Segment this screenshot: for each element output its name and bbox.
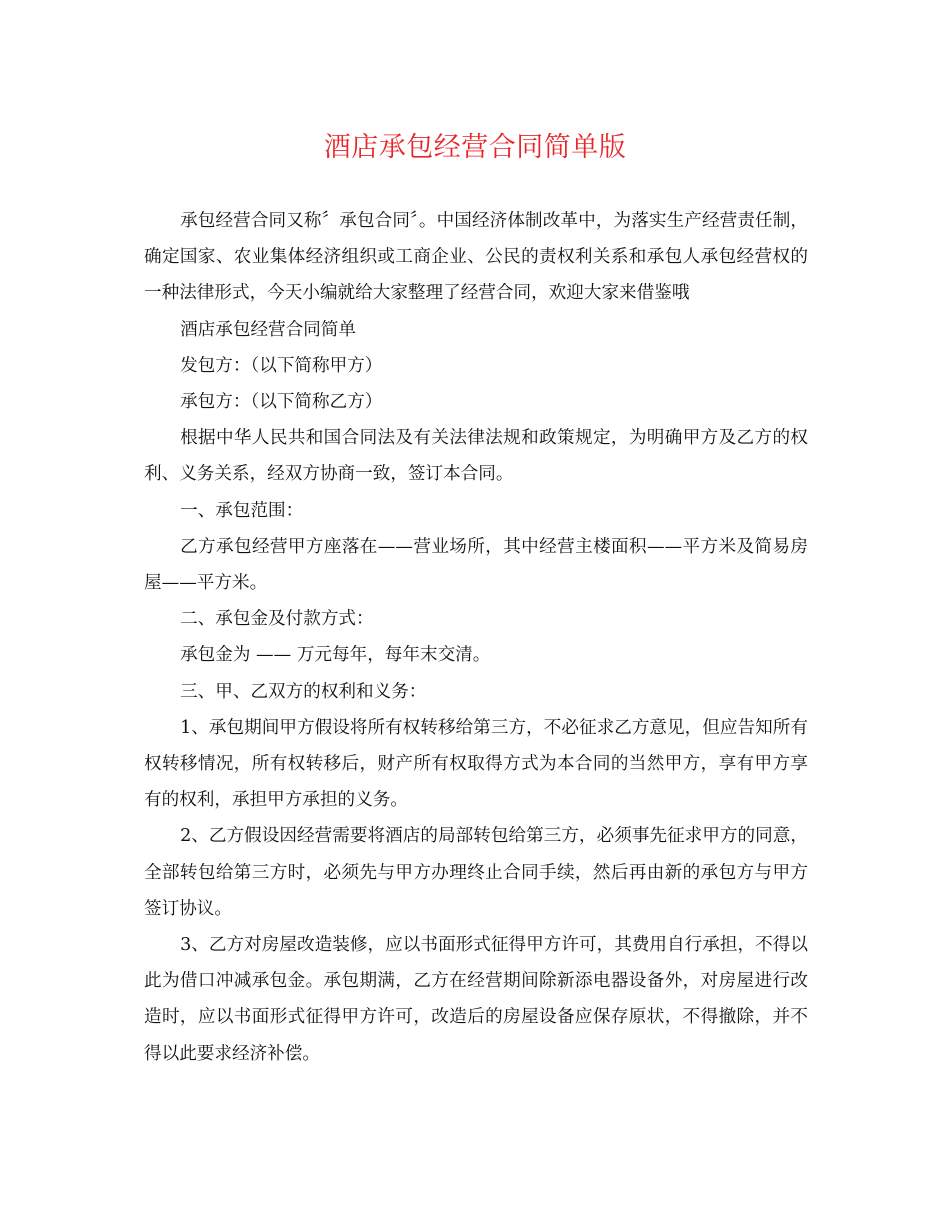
document-body bbox=[144, 203, 808, 1072]
payment-paragraph: 承包金为 —— 万元每年，每年末交清。 bbox=[180, 645, 491, 666]
contract-subtitle: 酒店承包经营合同简单 bbox=[180, 319, 357, 340]
section-heading-rights: 三、甲、乙双方的权利和义务： bbox=[180, 681, 427, 702]
party-a-line: 发包方：（以下简称甲方） bbox=[180, 355, 383, 376]
preamble-paragraph: 根据中华人民共和国合同法及有关法律法规和政策规定，为明确甲方及乙方的权利、义务关系，经双方协商一致，签订本合同。 bbox=[144, 428, 808, 485]
clause-1: 1、承包期间甲方假设将所有权转移给第三方，不必征求乙方意见，但应告知所有权转移情况，所有权转移后，财产所有权取得方式为本合同的当然甲方，享有甲方享有的权利，承担甲方承担的义务。 bbox=[144, 717, 808, 811]
intro-paragraph: 承包经营合同又称〞承包合同〞。中国经济体制改革中，为落实生产经营责任制，确定国家、农业集体经济组织或工商企业、公民的责权利关系和承包人承包经营权的一种法律形式，今天小编就给大家整理了经营合同，欢迎大家来借鉴哦 bbox=[144, 211, 808, 304]
scope-paragraph: 乙方承包经营甲方座落在——营业场所，其中经营主楼面积——平方米及简易房屋——平方米。 bbox=[144, 536, 808, 594]
section-heading-payment: 二、承包金及付款方式： bbox=[180, 609, 374, 630]
clause-2: 2、乙方假设因经营需要将酒店的局部转包给第三方，必须事先征求甲方的同意，全部转包给第三方时，必须先与甲方办理终止合同手续，然后再由新的承包方与甲方签订协议。 bbox=[144, 826, 808, 919]
party-b-line: 承包方：（以下简称乙方） bbox=[180, 392, 383, 413]
document-title: 酒店承包经营合同简单版 bbox=[323, 132, 627, 163]
clause-3: 3、乙方对房屋改造装修，应以书面形式征得甲方许可，其费用自行承担，不得以此为借口冲减承包金。承包期满，乙方在经营期间除新添电器设备外，对房屋进行改造时，应以书面形式征得甲方许可，改造后的房屋设备应保存原状，不得撤除，并不得以此要求经济补偿。 bbox=[144, 935, 808, 1064]
section-heading-scope: 一、承包范围： bbox=[180, 500, 304, 521]
